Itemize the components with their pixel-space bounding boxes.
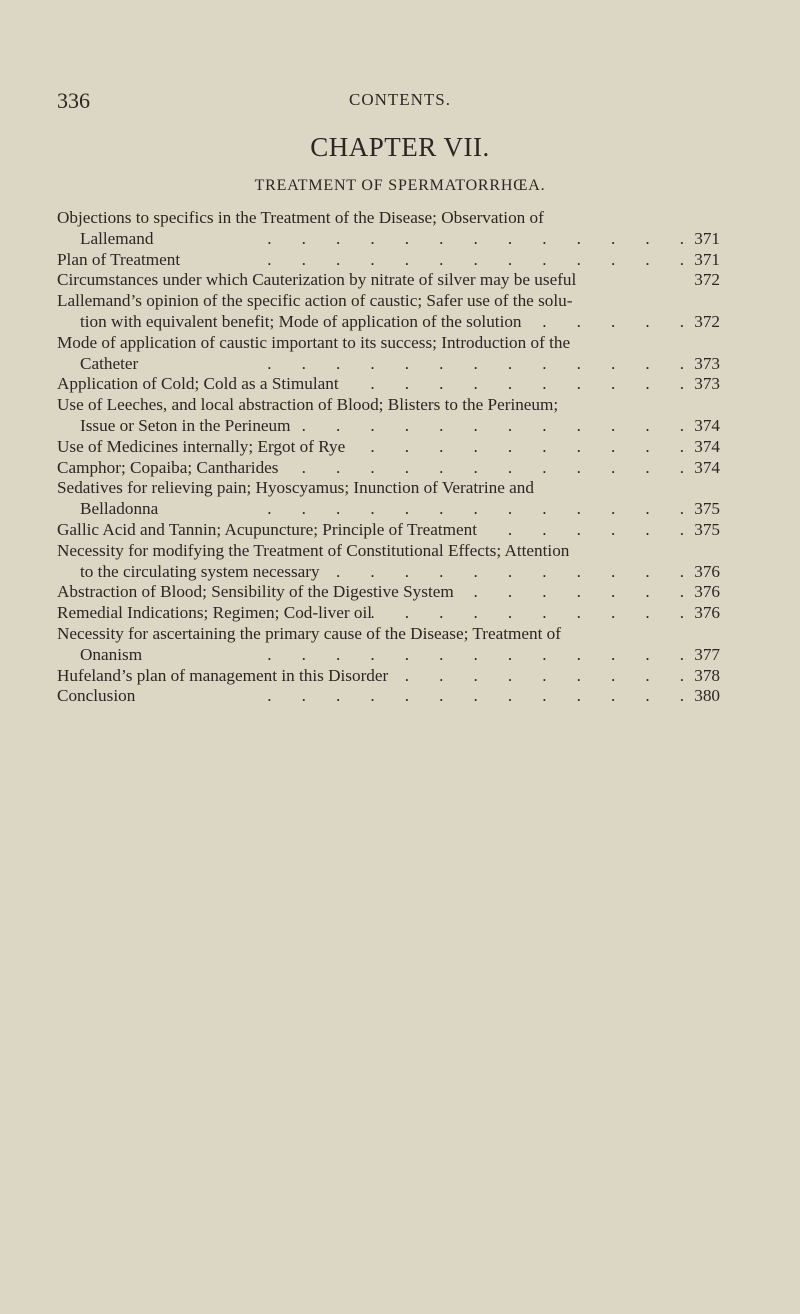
toc-entry — [57, 603, 720, 624]
toc-entry-text: Plan of Treatment — [57, 249, 181, 269]
running-header — [0, 88, 800, 114]
toc-entry-text: Mode of application of caustic important to its success; Introduction of the — [57, 332, 571, 352]
toc-entry — [57, 458, 720, 479]
dot-leader — [142, 645, 688, 666]
toc-entry — [57, 208, 720, 250]
dot-leader — [372, 603, 688, 624]
toc-entry-text: Catheter — [80, 353, 139, 373]
toc-entry-line — [57, 208, 720, 229]
toc-page-number: 374 — [694, 436, 720, 456]
toc-entry — [57, 250, 720, 271]
toc-entry — [57, 478, 720, 520]
toc-page-number: 373 — [694, 353, 720, 373]
toc-entry-line — [57, 562, 720, 583]
page-number: 336 — [57, 88, 90, 113]
toc-entry-text: to the circulating system necessary — [80, 561, 320, 581]
toc-entry-text: Belladonna — [80, 499, 159, 519]
toc-entry-line — [57, 645, 720, 666]
toc-entry — [57, 374, 720, 395]
toc-entry — [57, 541, 720, 583]
toc-entry — [57, 437, 720, 458]
dot-leader — [135, 686, 688, 707]
chapter-title: CHAPTER VII. — [310, 132, 490, 162]
running-title: CONTENTS. — [348, 90, 452, 109]
dot-leader — [138, 354, 688, 375]
toc-entry-text: Conclusion — [57, 686, 136, 706]
toc-entry-line — [57, 458, 720, 479]
toc-entry-text: Lallemand — [80, 228, 154, 248]
toc-entry-line — [57, 229, 720, 250]
toc-entry-text: Application of Cold; Cold as a Stimulant — [57, 374, 339, 394]
dot-leader — [522, 312, 688, 333]
toc-entry-text: Hufeland’s plan of management in this Disorder — [57, 665, 389, 685]
dot-leader — [454, 582, 688, 603]
dot-leader — [154, 229, 689, 250]
toc-entry-line — [57, 437, 720, 458]
chapter-subtitle: TREATMENT OF SPERMATORRHŒA. — [254, 177, 546, 194]
toc-entry-line — [57, 478, 720, 499]
toc-entry-text: Necessity for modifying the Treatment of Constitutional Effects; Attention — [57, 540, 570, 560]
toc-entry-line — [57, 270, 720, 291]
toc-entry-text: Use of Medicines internally; Ergot of Rye — [57, 436, 346, 456]
toc-page-number: 374 — [694, 457, 720, 477]
toc-entry-text: Necessity for ascertaining the primary cause of the Disease; Treatment of — [57, 623, 562, 643]
toc-entry-text: Onanism — [80, 644, 143, 664]
toc-entry-line — [57, 541, 720, 562]
toc-entry-text: Gallic Acid and Tannin; Acupuncture; Principle of Treatment — [57, 519, 477, 539]
toc-page-number: 371 — [694, 249, 720, 269]
toc-entry-line — [57, 603, 720, 624]
toc-page-number: 380 — [694, 686, 720, 706]
toc-entry-line — [57, 582, 720, 603]
toc-entry — [57, 291, 720, 333]
dot-leader — [339, 374, 688, 395]
toc-entry-text: Issue or Seton in the Perineum — [80, 415, 291, 435]
toc-entry-line — [57, 374, 720, 395]
toc-entry-text: Remedial Indications; Regimen; Cod-liver oil — [57, 603, 373, 623]
toc-entry-line — [57, 395, 720, 416]
toc-page-number: 377 — [694, 644, 720, 664]
toc-entry-line — [57, 333, 720, 354]
dot-leader — [291, 416, 688, 437]
dot-leader — [388, 666, 688, 687]
toc-page-number: 376 — [694, 603, 720, 623]
table-of-contents — [57, 208, 720, 707]
toc-page-number: 373 — [694, 374, 720, 394]
toc-entry-line — [57, 291, 720, 312]
dot-leader — [158, 499, 688, 520]
toc-page-number: 378 — [694, 665, 720, 685]
toc-page-number: 376 — [694, 561, 720, 581]
toc-entry-text: Use of Leeches, and local abstraction of Blood; Blisters to the Perineum; — [57, 395, 559, 415]
toc-entry-text: Camphor; Copaiba; Cantharides — [57, 457, 279, 477]
toc-entry — [57, 666, 720, 687]
toc-entry-line — [57, 250, 720, 271]
toc-entry — [57, 624, 720, 666]
toc-entry-text: tion with equivalent benefit; Mode of application of the solution — [80, 311, 522, 331]
toc-entry-text: Sedatives for relieving pain; Hyoscyamus; Inunction of Veratrine and — [57, 478, 534, 498]
toc-entry-line — [57, 666, 720, 687]
toc-entry-text: Lallemand’s opinion of the specific action of caustic; Safer use of the solu- — [57, 291, 573, 311]
dot-leader — [477, 520, 688, 541]
toc-entry-line — [57, 624, 720, 645]
toc-entry — [57, 520, 720, 541]
dot-leader — [180, 250, 688, 271]
toc-entry — [57, 582, 720, 603]
toc-entry-line — [57, 416, 720, 437]
toc-entry — [57, 333, 720, 375]
toc-page-number: 375 — [694, 499, 720, 519]
toc-entry-line — [57, 686, 720, 707]
toc-page-number: 372 — [694, 270, 720, 290]
toc-entry — [57, 270, 720, 291]
toc-entry-text: Circumstances under which Cauterization by nitrate of silver may be useful — [57, 270, 577, 290]
toc-entry-line — [57, 520, 720, 541]
toc-entry-line — [57, 499, 720, 520]
toc-page-number: 372 — [694, 311, 720, 331]
dot-leader — [345, 437, 688, 458]
toc-page-number: 376 — [694, 582, 720, 602]
toc-page-number: 375 — [694, 519, 720, 539]
dot-leader — [320, 562, 688, 583]
toc-entry-line — [57, 312, 720, 333]
toc-entry-text: Objections to specifics in the Treatment of the Disease; Observation of — [57, 208, 544, 227]
toc-page-number: 371 — [694, 228, 720, 248]
toc-entry — [57, 395, 720, 437]
toc-entry-line — [57, 354, 720, 375]
toc-page-number: 374 — [694, 415, 720, 435]
toc-entry — [57, 686, 720, 707]
toc-entry-text: Abstraction of Blood; Sensibility of the Digestive System — [57, 582, 454, 602]
dot-leader — [278, 458, 688, 479]
